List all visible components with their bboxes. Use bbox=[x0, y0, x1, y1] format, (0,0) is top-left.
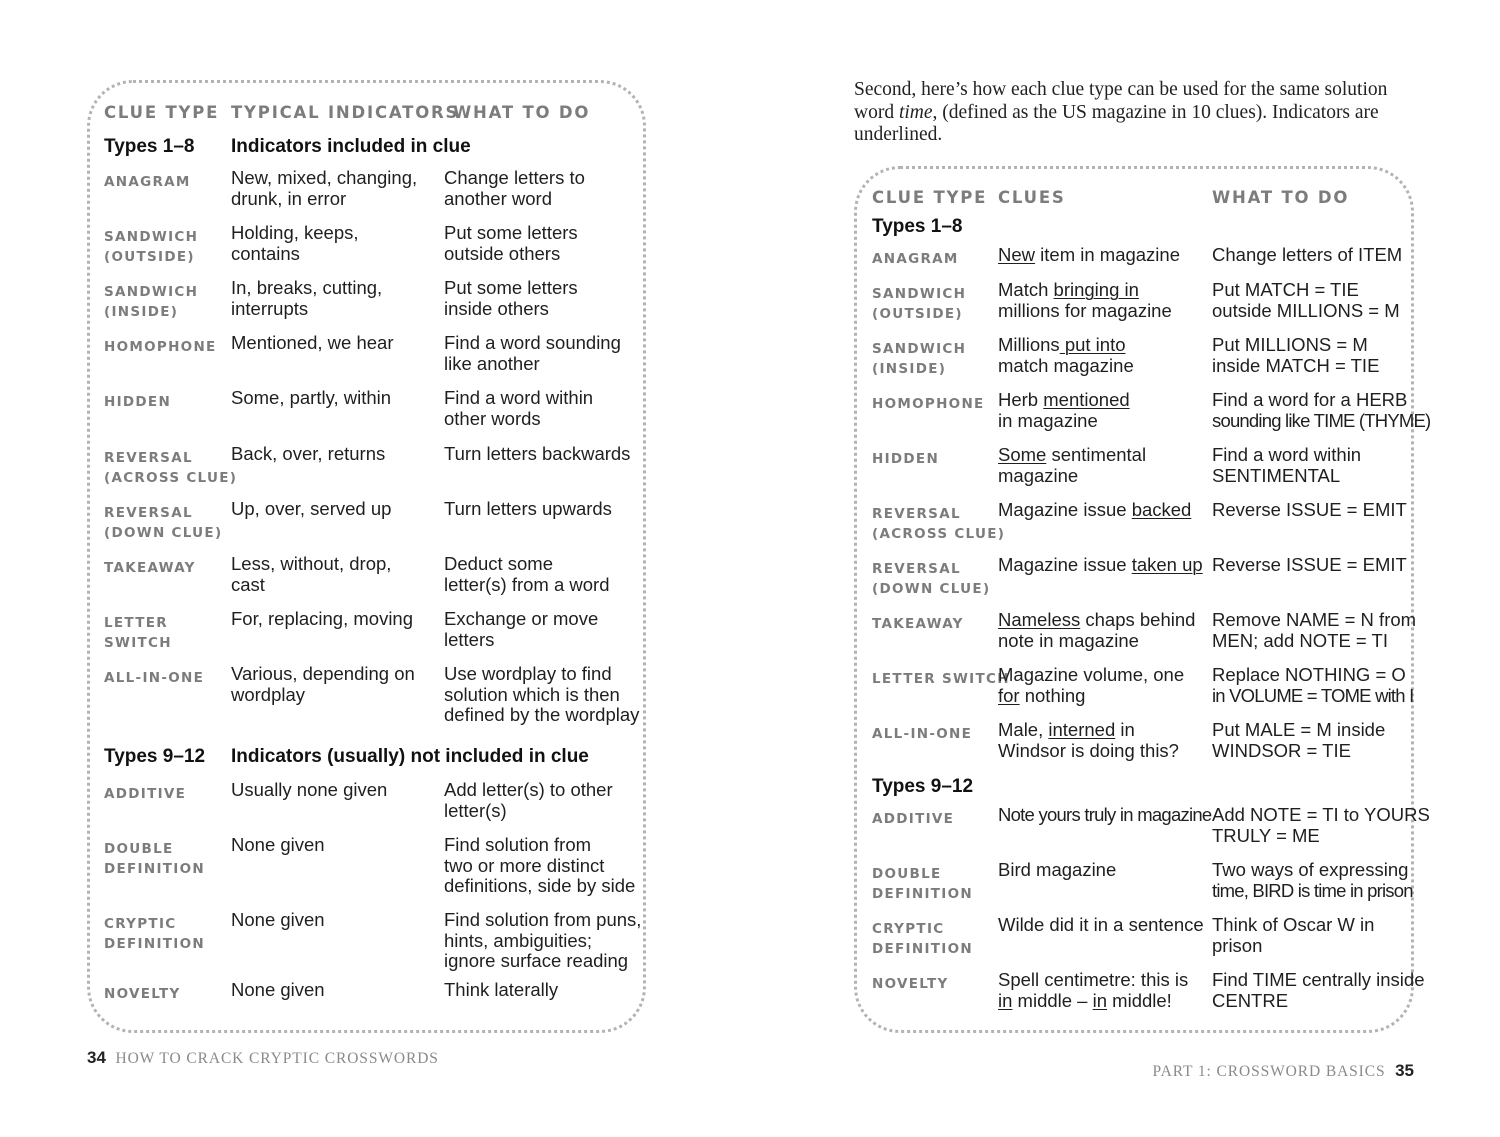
left-row-4-indicators: Mentioned, we hear bbox=[231, 332, 394, 353]
clue-text: nothing bbox=[1019, 684, 1086, 706]
left-row-2-type: SANDWICH (OUTSIDE) bbox=[104, 229, 199, 265]
clue-text: item in magazine bbox=[1035, 244, 1180, 265]
left-row-13-indicators: None given bbox=[231, 909, 325, 930]
clue-text: middle! bbox=[1107, 989, 1172, 1011]
clue-text: sentimental bbox=[1046, 444, 1147, 465]
right-row-2-clue bbox=[998, 280, 1172, 321]
right-header-clue-type: CLUE TYPE bbox=[872, 188, 988, 207]
right-row-3-what-to-do: Put MILLIONS = M inside MATCH = TIE bbox=[1212, 334, 1380, 376]
clue-text: millions for magazine bbox=[998, 299, 1172, 321]
right-row-10-type: ALL-IN-ONE bbox=[872, 726, 973, 742]
clue-text: Bird magazine bbox=[998, 859, 1117, 880]
left-section-title-2: Indicators (usually) not included in clue bbox=[231, 746, 589, 767]
right-row-12-clue bbox=[998, 860, 1116, 881]
clue-text: Herb bbox=[998, 389, 1044, 410]
page-number-left: 34 bbox=[87, 1048, 106, 1067]
clue-text: Male, bbox=[998, 719, 1049, 740]
indicator-underline: backed bbox=[1131, 499, 1192, 520]
right-row-4-what-to-do: Find a word for a HERB sounding like TIME (THYME) bbox=[1212, 389, 1431, 431]
left-row-14-what-to-do: Think laterally bbox=[444, 979, 559, 1000]
right-row-9-type: LETTER SWITCH bbox=[872, 671, 1010, 687]
left-row-9-indicators: For, replacing, moving bbox=[231, 608, 414, 629]
right-row-10-what-to-do: Put MALE = M inside WINDSOR = TIE bbox=[1212, 719, 1386, 761]
clue-text: Magazine volume, one bbox=[998, 664, 1185, 685]
right-row-13-clue bbox=[998, 915, 1204, 936]
left-row-4-type: HOMOPHONE bbox=[104, 339, 217, 355]
right-row-11-clue bbox=[998, 805, 1211, 826]
right-row-2-what-to-do: Put MATCH = TIE outside MILLIONS = M bbox=[1212, 279, 1400, 321]
left-section-label-1: Types 1–8 bbox=[104, 136, 195, 157]
left-row-1-type: ANAGRAM bbox=[104, 174, 191, 190]
left-row-14-indicators: None given bbox=[231, 979, 325, 1000]
left-row-7-what-to-do: Turn letters upwards bbox=[444, 498, 612, 519]
clue-text: magazine bbox=[998, 464, 1079, 486]
left-header-indicators: TYPICAL INDICATORS bbox=[231, 103, 460, 122]
indicator-underline: New bbox=[998, 244, 1036, 265]
clue-text: Note yours truly in magazine bbox=[998, 804, 1212, 825]
intro-text-1: Second, here’s how each clue type can be used for the same solution word bbox=[854, 79, 1388, 123]
left-row-10-indicators: Various, depending on wordplay bbox=[231, 663, 415, 705]
left-row-8-indicators: Less, without, drop, cast bbox=[231, 553, 392, 595]
footer-left-title: HOW TO CRACK CRYPTIC CROSSWORDS bbox=[115, 1050, 439, 1067]
right-row-9-what-to-do: Replace NOTHING = O in VOLUME = TOME with I bbox=[1212, 664, 1414, 706]
right-row-14-clue bbox=[998, 970, 1188, 1011]
left-header-clue-type: CLUE TYPE bbox=[104, 103, 220, 122]
clue-text: in bbox=[1115, 719, 1135, 740]
footer-right-title: PART 1: CROSSWORD BASICS bbox=[1152, 1063, 1386, 1080]
clue-text: Wilde did it in a sentence bbox=[998, 914, 1204, 935]
right-header-clues: CLUES bbox=[998, 188, 1066, 207]
right-header-what-to-do: WHAT TO DO bbox=[1212, 188, 1350, 207]
clue-text: middle – bbox=[1012, 989, 1093, 1011]
indicator-underline: in bbox=[1092, 989, 1108, 1011]
right-row-5-clue bbox=[998, 445, 1146, 486]
right-row-8-what-to-do: Remove NAME = N from MEN; add NOTE = TI bbox=[1212, 609, 1417, 651]
right-row-9-clue bbox=[998, 665, 1184, 706]
left-row-13-type: CRYPTIC DEFINITION bbox=[104, 916, 206, 952]
left-row-3-indicators: In, breaks, cutting, interrupts bbox=[231, 277, 383, 319]
right-section-label-2: Types 9–12 bbox=[872, 776, 974, 797]
right-row-8-clue bbox=[998, 610, 1195, 651]
left-row-7-indicators: Up, over, served up bbox=[231, 498, 392, 519]
right-row-13-what-to-do: Think of Oscar W in prison bbox=[1212, 914, 1375, 956]
indicator-underline: Nameless bbox=[998, 609, 1081, 630]
indicator-underline: in bbox=[998, 989, 1013, 1011]
footer-left bbox=[87, 1048, 439, 1068]
clue-text: in magazine bbox=[998, 409, 1098, 431]
right-row-3-clue bbox=[998, 335, 1134, 376]
left-row-6-type: REVERSAL (ACROSS CLUE) bbox=[104, 450, 238, 486]
left-row-3-what-to-do: Put some letters inside others bbox=[444, 277, 578, 319]
right-row-4-clue bbox=[998, 390, 1130, 431]
right-row-8-type: TAKEAWAY bbox=[872, 616, 964, 632]
left-row-14-type: NOVELTY bbox=[104, 986, 181, 1002]
indicator-underline: interned bbox=[1048, 719, 1116, 740]
right-row-11-type: ADDITIVE bbox=[872, 811, 955, 827]
left-row-11-what-to-do: Add letter(s) to other letter(s) bbox=[444, 779, 613, 821]
left-section-title-1: Indicators included in clue bbox=[231, 136, 471, 157]
left-row-11-indicators: Usually none given bbox=[231, 779, 388, 800]
left-row-5-indicators: Some, partly, within bbox=[231, 387, 392, 408]
left-row-11-type: ADDITIVE bbox=[104, 786, 187, 802]
right-section-label-1: Types 1–8 bbox=[872, 216, 963, 237]
intro-text-2: , (defined as the US magazine in 10 clues). Indicators are underlined. bbox=[854, 101, 1379, 145]
clue-text: Magazine issue bbox=[998, 499, 1132, 520]
indicator-underline: mentioned bbox=[1043, 389, 1130, 410]
left-row-2-indicators: Holding, keeps, contains bbox=[231, 222, 359, 264]
right-row-14-type: NOVELTY bbox=[872, 976, 949, 992]
left-row-2-what-to-do: Put some letters outside others bbox=[444, 222, 578, 264]
right-row-7-type: REVERSAL (DOWN CLUE) bbox=[872, 561, 991, 597]
left-row-4-what-to-do: Find a word sounding like another bbox=[444, 332, 621, 374]
left-row-1-indicators: New, mixed, changing, drunk, in error bbox=[231, 167, 418, 209]
intro-paragraph bbox=[854, 79, 1424, 147]
clue-text: match magazine bbox=[998, 354, 1134, 376]
right-row-11-what-to-do: Add NOTE = TI to YOURS TRULY = ME bbox=[1212, 804, 1430, 846]
right-row-7-clue bbox=[998, 555, 1203, 576]
right-row-10-clue bbox=[998, 720, 1179, 761]
clue-text: Magazine issue bbox=[998, 554, 1132, 575]
left-row-9-type: LETTER SWITCH bbox=[104, 615, 172, 651]
right-row-1-what-to-do: Change letters of ITEM bbox=[1212, 244, 1403, 265]
right-row-13-type: CRYPTIC DEFINITION bbox=[872, 921, 974, 957]
clue-text: Millions bbox=[998, 334, 1060, 355]
left-row-8-type: TAKEAWAY bbox=[104, 560, 196, 576]
indicator-underline: Some bbox=[998, 444, 1047, 465]
right-row-12-type: DOUBLE DEFINITION bbox=[872, 866, 974, 902]
right-row-4-type: HOMOPHONE bbox=[872, 396, 985, 412]
clue-text: Windsor is doing this? bbox=[998, 739, 1179, 761]
footer-right bbox=[1153, 1061, 1415, 1081]
clue-text: Spell centimetre: this is bbox=[998, 969, 1189, 990]
right-row-6-type: REVERSAL (ACROSS CLUE) bbox=[872, 506, 1006, 542]
left-row-12-indicators: None given bbox=[231, 834, 325, 855]
right-row-7-what-to-do: Reverse ISSUE = EMIT bbox=[1212, 554, 1407, 575]
clue-text: note in magazine bbox=[998, 629, 1139, 651]
left-row-5-what-to-do: Find a word within other words bbox=[444, 387, 594, 429]
indicator-underline: bringing in bbox=[1053, 279, 1139, 300]
right-row-5-type: HIDDEN bbox=[872, 451, 940, 467]
left-row-10-type: ALL-IN-ONE bbox=[104, 670, 205, 686]
right-row-6-clue bbox=[998, 500, 1191, 521]
left-row-3-type: SANDWICH (INSIDE) bbox=[104, 284, 199, 320]
right-row-1-type: ANAGRAM bbox=[872, 251, 959, 267]
left-row-9-what-to-do: Exchange or move letters bbox=[444, 608, 599, 650]
left-row-5-type: HIDDEN bbox=[104, 394, 172, 410]
right-row-2-type: SANDWICH (OUTSIDE) bbox=[872, 286, 967, 322]
right-row-1-clue bbox=[998, 245, 1180, 266]
right-row-6-what-to-do: Reverse ISSUE = EMIT bbox=[1212, 499, 1407, 520]
intro-italic-word: time bbox=[898, 101, 933, 123]
clue-text: chaps behind bbox=[1080, 609, 1196, 630]
page-number-right: 35 bbox=[1395, 1061, 1414, 1080]
left-section-label-2: Types 9–12 bbox=[104, 746, 206, 767]
left-row-10-what-to-do: Use wordplay to find solution which is then defined by the wordplay bbox=[444, 663, 640, 725]
left-row-7-type: REVERSAL (DOWN CLUE) bbox=[104, 505, 223, 541]
indicator-underline: taken up bbox=[1131, 554, 1203, 575]
indicator-underline: put into bbox=[1059, 334, 1126, 355]
left-row-6-what-to-do: Turn letters backwards bbox=[444, 443, 631, 464]
right-row-3-type: SANDWICH (INSIDE) bbox=[872, 341, 967, 377]
left-row-13-what-to-do: Find solution from puns, hints, ambiguities; ignore surface reading bbox=[444, 909, 642, 971]
left-row-12-type: DOUBLE DEFINITION bbox=[104, 841, 206, 877]
left-header-what-to-do: WHAT TO DO bbox=[453, 103, 591, 122]
right-row-14-what-to-do: Find TIME centrally inside CENTRE bbox=[1212, 969, 1425, 1011]
right-row-5-what-to-do: Find a word within SENTIMENTAL bbox=[1212, 444, 1362, 486]
left-row-6-indicators: Back, over, returns bbox=[231, 443, 386, 464]
left-row-1-what-to-do: Change letters to another word bbox=[444, 167, 585, 209]
left-row-8-what-to-do: Deduct some letter(s) from a word bbox=[444, 553, 610, 595]
right-row-12-what-to-do: Two ways of expressing time, BIRD is time in prison bbox=[1212, 859, 1413, 901]
left-row-12-what-to-do: Find solution from two or more distinct definitions, side by side bbox=[444, 834, 636, 896]
clue-text: Match bbox=[998, 279, 1054, 300]
indicator-underline: for bbox=[998, 684, 1020, 706]
